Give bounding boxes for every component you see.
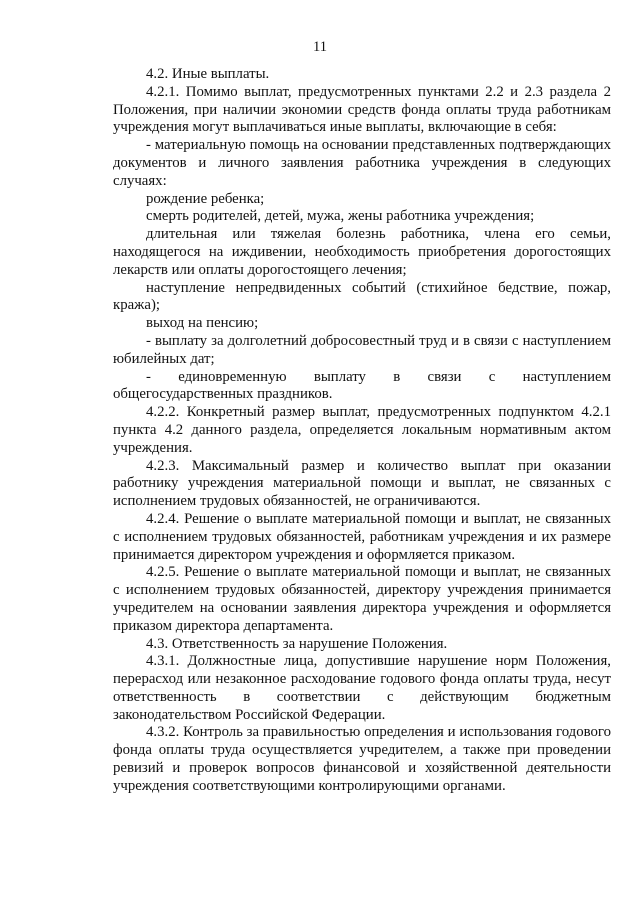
section-heading-4-2: 4.2. Иные выплаты.: [146, 66, 270, 82]
paragraph-4-2-1: 4.2.1. Помимо выплат, предусмотренных пунктами 2.2 и 2.3 раздела 2 Положения, при наличии экономии средств фонда оплаты труда работникам учреждения могут выплачиваться иные выплаты, включающие в себя:: [113, 83, 611, 136]
list-item-material-aid: - материальную помощь на основании представленных подтверждающих документов и личного заявления работника учреждения в следующих случаях:: [113, 137, 611, 189]
case-unforeseen-events: наступление непредвиденных событий (стихийное бедствие, пожар, кража);: [113, 279, 611, 314]
paragraph-4-2-4: 4.2.4. Решение о выплате материальной помощи и выплат, не связанных с исполнением трудовых обязанностей, работникам учреждения и их размере принимается директором учреждения и оформляется приказом.: [113, 510, 611, 563]
paragraph-4-2-3: 4.2.3. Максимальный размер и количество выплат при оказании работнику учреждения материальной помощи и выплат, не связанных с исполнением трудовых обязанностей, не ограничиваются.: [113, 457, 611, 510]
case-death: смерть родителей, детей, мужа, жены работника учреждения;: [146, 208, 535, 225]
list-item-long-service: - выплату за долголетний добросовестный труд и в связи с наступлением юбилейных дат;: [113, 332, 611, 367]
case-childbirth: рождение ребенка;: [146, 190, 265, 207]
section-heading-4-3: 4.3. Ответственность за нарушение Положения.: [146, 635, 448, 652]
document-body: [113, 66, 611, 796]
list-item-holidays: - единовременную выплату в связи с наступлением общегосударственных праздников.: [113, 368, 611, 403]
case-retirement: выход на пенсию;: [146, 315, 259, 332]
case-illness: длительная или тяжелая болезнь работника, члена его семьи, находящегося на иждивении, необходимость приобретения дорогостоящих лекарств или оплаты дорогостоящего лечения;: [113, 226, 611, 278]
paragraph-4-2-2: 4.2.2. Конкретный размер выплат, предусмотренных подпунктом 4.2.1 пункта 4.2 данного раздела, определяется локальным нормативным актом учреждения.: [113, 404, 611, 456]
paragraph-4-3-2: 4.3.2. Контроль за правильностью определения и использования годового фонда оплаты труда осуществляется учредителем, а также при проведении ревизий и проверок вопросов финансовой и хозяйственной деятельности учреждения соответствующими контролирующими органами.: [113, 724, 611, 794]
page-number: 11: [313, 39, 327, 55]
paragraph-4-2-5: 4.2.5. Решение о выплате материальной помощи и выплат, не связанных с исполнением трудовых обязанностей, директору учреждения принимается учредителем на основании заявления директора учреждения и оформляется приказом директора департамента.: [113, 564, 611, 634]
paragraph-4-3-1: 4.3.1. Должностные лица, допустившие нарушение норм Положения, перерасход или незаконное расходование годового фонда оплаты труда, несут ответственность в соответствии с действующим бюджетным законодательством Российской Федерации.: [113, 653, 611, 723]
